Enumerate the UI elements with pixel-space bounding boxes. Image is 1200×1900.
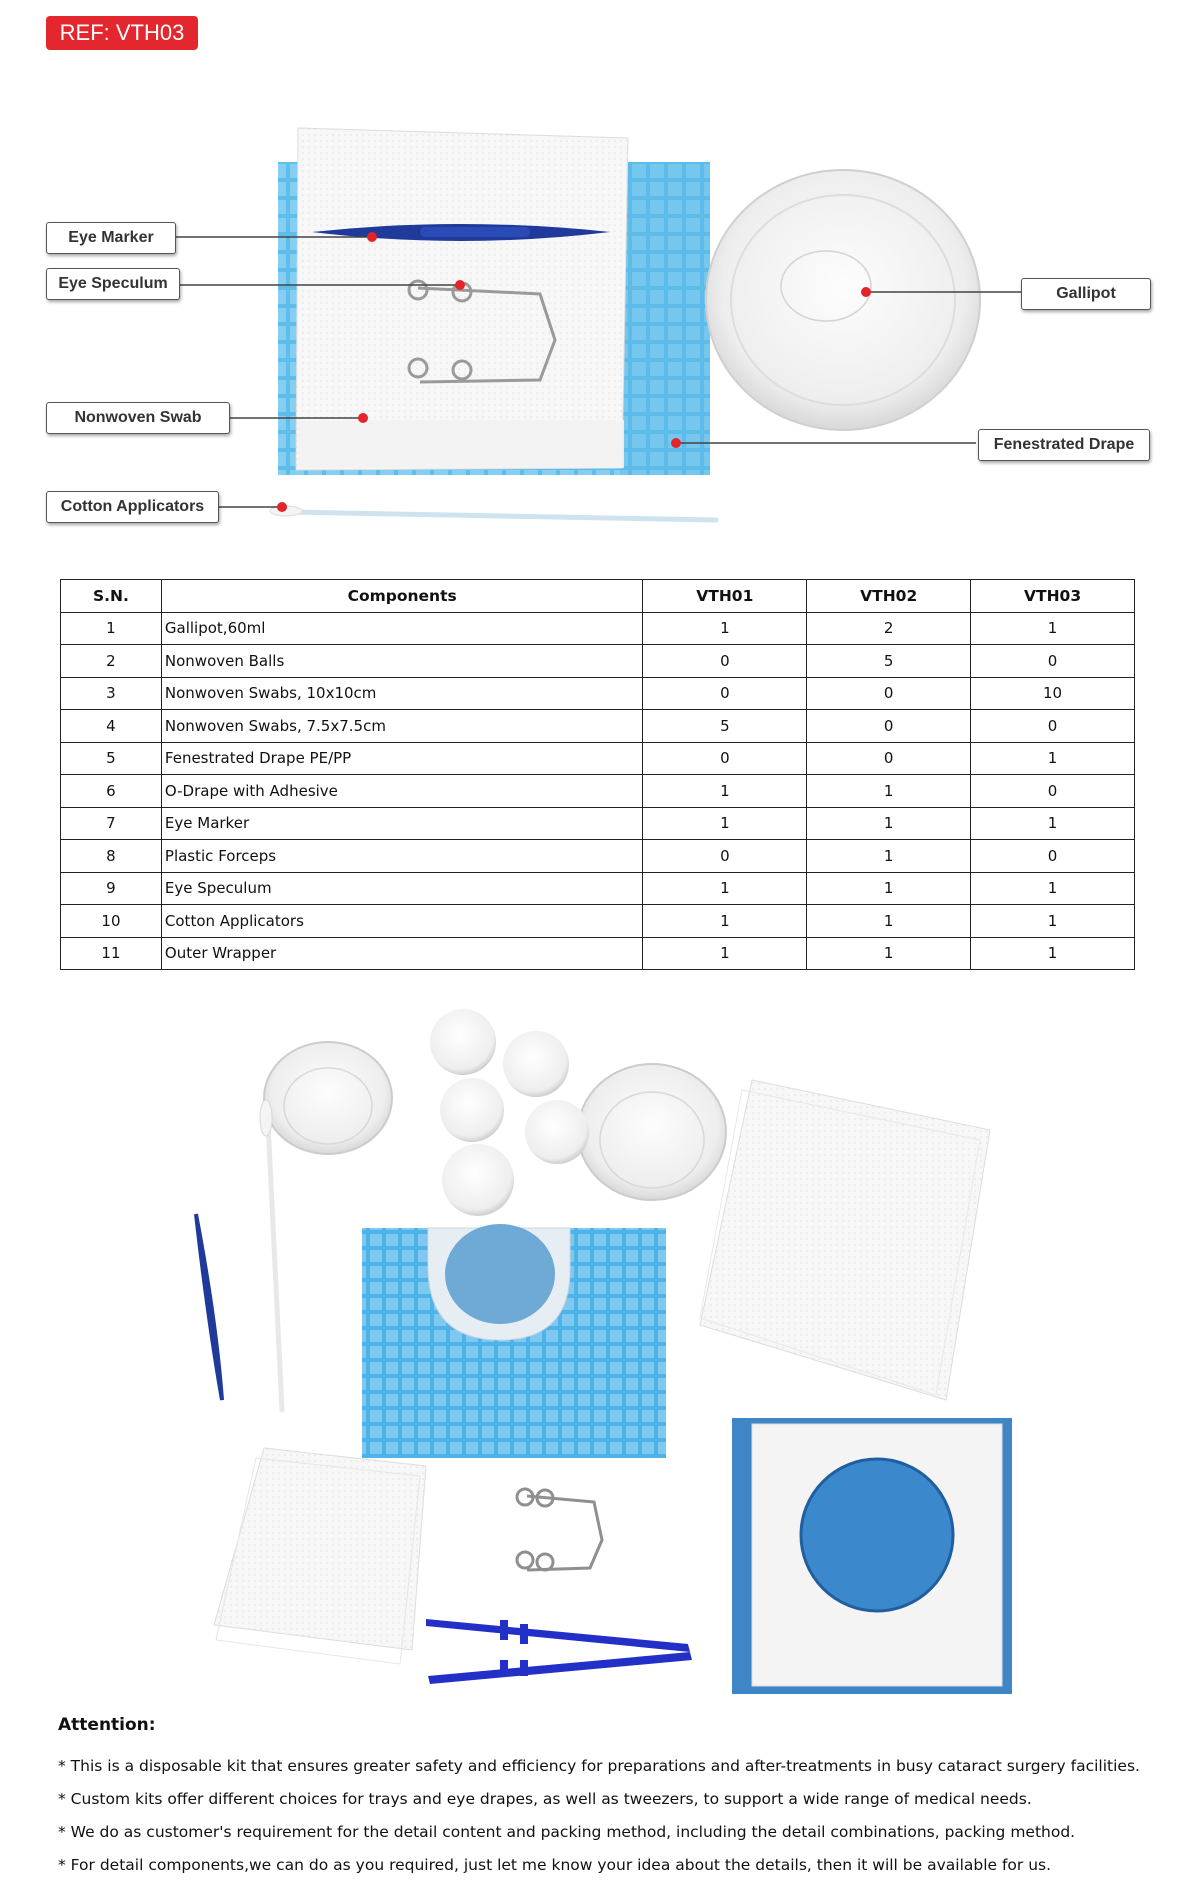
- vth01-cell: 1: [643, 612, 807, 645]
- attention-line: * Custom kits offer different choices for trays and eye drapes, as well as tweezers, to support a wide range of medical needs.: [58, 1790, 1032, 1808]
- vth03-cell: 0: [971, 840, 1135, 873]
- table-row: [61, 905, 1135, 938]
- vth01-cell: 5: [643, 710, 807, 743]
- attention-title: Attention:: [58, 1715, 156, 1735]
- vth03-cell: 0: [971, 645, 1135, 678]
- nonwoven-swabs-7x7-image: [214, 1448, 426, 1664]
- vth02-cell: 1: [807, 840, 971, 873]
- cotton-applicator-image: [270, 506, 716, 520]
- attention-line: * For detail components,we can do as you required, just let me know your idea about the details, then it will be available for us.: [58, 1856, 1052, 1874]
- vth01-cell: 1: [643, 872, 807, 905]
- sn-cell: 11: [61, 937, 162, 970]
- vth03-cell: 1: [971, 872, 1135, 905]
- header-sn: S.N.: [61, 580, 162, 613]
- top-kit-photo: [270, 128, 980, 520]
- fenestrated-drape-dot: [671, 438, 681, 448]
- header-vth01: VTH01: [643, 580, 807, 613]
- sn-cell: 6: [61, 775, 162, 808]
- vth02-cell: 0: [807, 742, 971, 775]
- table-row: [61, 807, 1135, 840]
- table-row: [61, 937, 1135, 970]
- vth03-cell: 1: [971, 742, 1135, 775]
- vth02-cell: 5: [807, 645, 971, 678]
- gallipot-image: [706, 170, 980, 430]
- sn-cell: 9: [61, 872, 162, 905]
- vth03-cell: 10: [971, 677, 1135, 710]
- vth02-cell: 2: [807, 612, 971, 645]
- component-cell: Gallipot,60ml: [161, 612, 643, 645]
- vth01-cell: 0: [643, 645, 807, 678]
- component-cell: Fenestrated Drape PE/PP: [161, 742, 643, 775]
- sn-cell: 10: [61, 905, 162, 938]
- vth03-cell: 1: [971, 905, 1135, 938]
- table-row: [61, 742, 1135, 775]
- sn-cell: 4: [61, 710, 162, 743]
- eye-speculum-2-image: [517, 1489, 602, 1570]
- sn-cell: 3: [61, 677, 162, 710]
- component-cell: Eye Marker: [161, 807, 643, 840]
- component-cell: Nonwoven Balls: [161, 645, 643, 678]
- table-row: [61, 677, 1135, 710]
- bottom-kit-photo: [196, 1009, 1012, 1694]
- table-row: [61, 710, 1135, 743]
- vth01-cell: 0: [643, 742, 807, 775]
- components-table: [60, 579, 1135, 970]
- gallipot-left-image: [264, 1042, 392, 1154]
- component-cell: Outer Wrapper: [161, 937, 643, 970]
- component-cell: Eye Speculum: [161, 872, 643, 905]
- nonwoven-swabs-10x10-image: [700, 1080, 990, 1400]
- gallipot-right-image: [578, 1064, 726, 1200]
- table-header-row: [61, 580, 1135, 613]
- table-row: [61, 645, 1135, 678]
- callout-fenestrated-drape: Fenestrated Drape: [978, 429, 1150, 461]
- attention-line: * We do as customer's requirement for the detail content and packing method, including the detail combinations, packing method.: [58, 1823, 1076, 1841]
- header-vth02: VTH02: [807, 580, 971, 613]
- vth03-cell: 1: [971, 807, 1135, 840]
- sn-cell: 1: [61, 612, 162, 645]
- eye-speculum-dot: [455, 280, 465, 290]
- eye-marker-2-image: [196, 1214, 222, 1400]
- cotton-applicators-dot: [277, 502, 287, 512]
- vth01-cell: 1: [643, 807, 807, 840]
- table-row: [61, 872, 1135, 905]
- o-drape-image: [362, 1224, 666, 1458]
- attention-section: [58, 1715, 1158, 1887]
- vth03-cell: 0: [971, 710, 1135, 743]
- sn-cell: 2: [61, 645, 162, 678]
- gallipot-dot: [861, 287, 871, 297]
- vth02-cell: 0: [807, 710, 971, 743]
- vth02-cell: 1: [807, 807, 971, 840]
- vth01-cell: 0: [643, 677, 807, 710]
- fenestrated-drape-2-image: [732, 1418, 1012, 1694]
- callout-gallipot: Gallipot: [1021, 278, 1151, 310]
- vth03-cell: 1: [971, 612, 1135, 645]
- vth02-cell: 0: [807, 677, 971, 710]
- cotton-applicator-2-image: [260, 1100, 282, 1410]
- callout-eye-speculum: Eye Speculum: [46, 268, 180, 300]
- vth03-cell: 0: [971, 775, 1135, 808]
- callout-nonwoven-swab: Nonwoven Swab: [46, 402, 230, 434]
- component-cell: Nonwoven Swabs, 7.5x7.5cm: [161, 710, 643, 743]
- sn-cell: 8: [61, 840, 162, 873]
- table-row: [61, 840, 1135, 873]
- attention-line: * This is a disposable kit that ensures greater safety and efficiency for preparations and after-treatments in busy cataract surgery facilities.: [58, 1757, 1140, 1775]
- nonwoven-swab-dot: [358, 413, 368, 423]
- vth01-cell: 1: [643, 905, 807, 938]
- sn-cell: 7: [61, 807, 162, 840]
- header-components: Components: [161, 580, 643, 613]
- vth01-cell: 1: [643, 775, 807, 808]
- sn-cell: 5: [61, 742, 162, 775]
- vth02-cell: 1: [807, 775, 971, 808]
- callout-cotton-applicators: Cotton Applicators: [46, 491, 219, 523]
- eye-marker-dot: [367, 232, 377, 242]
- component-cell: Nonwoven Swabs, 10x10cm: [161, 677, 643, 710]
- ref-badge: REF: VTH03: [46, 16, 198, 50]
- vth03-cell: 1: [971, 937, 1135, 970]
- plastic-forceps-image: [426, 1619, 692, 1684]
- vth01-cell: 0: [643, 840, 807, 873]
- component-cell: Cotton Applicators: [161, 905, 643, 938]
- vth01-cell: 1: [643, 937, 807, 970]
- vth02-cell: 1: [807, 937, 971, 970]
- component-cell: Plastic Forceps: [161, 840, 643, 873]
- table-row: [61, 612, 1135, 645]
- callout-eye-marker: Eye Marker: [46, 222, 176, 254]
- vth02-cell: 1: [807, 872, 971, 905]
- component-cell: O-Drape with Adhesive: [161, 775, 643, 808]
- nonwoven-balls-image: [430, 1009, 589, 1216]
- table-row: [61, 775, 1135, 808]
- header-vth03: VTH03: [971, 580, 1135, 613]
- vth02-cell: 1: [807, 905, 971, 938]
